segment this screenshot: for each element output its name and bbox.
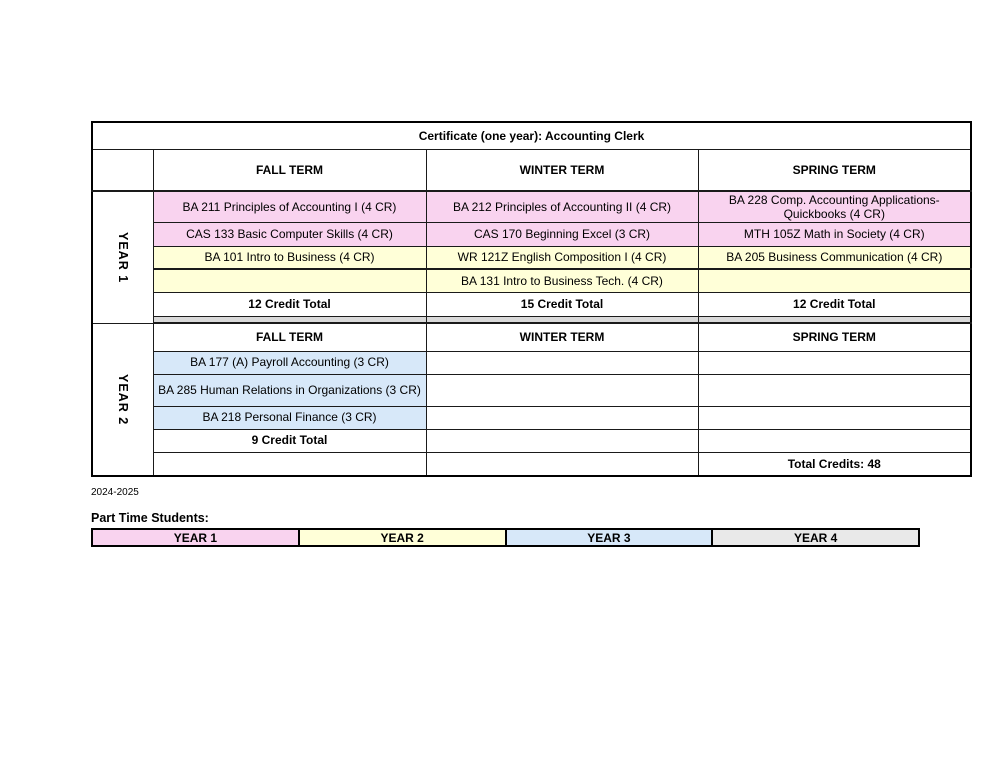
course-cell: CAS 133 Basic Computer Skills (4 CR) xyxy=(153,222,426,246)
course-cell xyxy=(426,406,698,429)
course-cell: BA 212 Principles of Accounting II (4 CR) xyxy=(426,191,698,222)
course-cell: BA 205 Business Communication (4 CR) xyxy=(698,246,971,269)
table-row xyxy=(92,269,971,292)
title-row xyxy=(92,122,971,149)
part-time-students-label: Part Time Students: xyxy=(91,511,209,525)
empty-cell xyxy=(426,452,698,476)
term-header-row-year2 xyxy=(92,323,971,351)
course-cell: BA 218 Personal Finance (3 CR) xyxy=(153,406,426,429)
course-cell xyxy=(698,374,971,406)
total-credits-cell: Total Credits: 48 xyxy=(698,452,971,476)
legend-year2: YEAR 2 xyxy=(300,530,507,545)
table-row xyxy=(92,246,971,269)
year2-label-cell xyxy=(92,323,153,476)
part-time-legend xyxy=(91,528,920,547)
table-row xyxy=(92,374,971,406)
spring-term-header-y2: SPRING TERM xyxy=(698,323,971,351)
course-cell: BA 101 Intro to Business (4 CR) xyxy=(153,246,426,269)
separator-cell xyxy=(698,316,971,323)
year1-label-cell xyxy=(92,191,153,323)
course-cell xyxy=(153,269,426,292)
separator-cell xyxy=(426,316,698,323)
course-cell xyxy=(426,351,698,374)
year1-label: YEAR 1 xyxy=(116,231,131,283)
course-cell: BA 131 Intro to Business Tech. (4 CR) xyxy=(426,269,698,292)
course-cell: CAS 170 Beginning Excel (3 CR) xyxy=(426,222,698,246)
curriculum-table xyxy=(91,121,972,477)
spring-term-header: SPRING TERM xyxy=(698,149,971,191)
corner-cell xyxy=(92,149,153,191)
separator-cell xyxy=(153,316,426,323)
separator-row xyxy=(92,316,971,323)
winter-term-header-y2: WINTER TERM xyxy=(426,323,698,351)
credit-total-cell: 9 Credit Total xyxy=(153,429,426,452)
table-row xyxy=(92,191,971,222)
credit-total-row xyxy=(92,292,971,316)
course-cell: BA 177 (A) Payroll Accounting (3 CR) xyxy=(153,351,426,374)
table-row xyxy=(92,222,971,246)
course-cell xyxy=(426,374,698,406)
credit-total-row xyxy=(92,429,971,452)
page-title: Certificate (one year): Accounting Clerk xyxy=(92,122,971,149)
course-cell: BA 285 Human Relations in Organizations (3 CR) xyxy=(153,374,426,406)
course-cell xyxy=(698,406,971,429)
credit-total-cell: 15 Credit Total xyxy=(426,292,698,316)
fall-term-header-y2: FALL TERM xyxy=(153,323,426,351)
credit-total-cell xyxy=(426,429,698,452)
course-cell xyxy=(698,351,971,374)
course-cell: WR 121Z English Composition I (4 CR) xyxy=(426,246,698,269)
course-cell xyxy=(698,269,971,292)
legend-year1: YEAR 1 xyxy=(93,530,300,545)
term-header-row-year1 xyxy=(92,149,971,191)
credit-total-cell: 12 Credit Total xyxy=(698,292,971,316)
legend-year3: YEAR 3 xyxy=(507,530,714,545)
course-cell: BA 211 Principles of Accounting I (4 CR) xyxy=(153,191,426,222)
credit-total-cell xyxy=(698,429,971,452)
empty-cell xyxy=(153,452,426,476)
winter-term-header: WINTER TERM xyxy=(426,149,698,191)
course-cell: BA 228 Comp. Accounting Applications-Quickbooks (4 CR) xyxy=(698,191,971,222)
course-cell: MTH 105Z Math in Society (4 CR) xyxy=(698,222,971,246)
legend-year4: YEAR 4 xyxy=(713,530,918,545)
year2-label: YEAR 2 xyxy=(116,373,131,425)
fall-term-header: FALL TERM xyxy=(153,149,426,191)
grand-total-row xyxy=(92,452,971,476)
table-row xyxy=(92,351,971,374)
table-row xyxy=(92,406,971,429)
school-year: 2024-2025 xyxy=(91,487,139,498)
credit-total-cell: 12 Credit Total xyxy=(153,292,426,316)
